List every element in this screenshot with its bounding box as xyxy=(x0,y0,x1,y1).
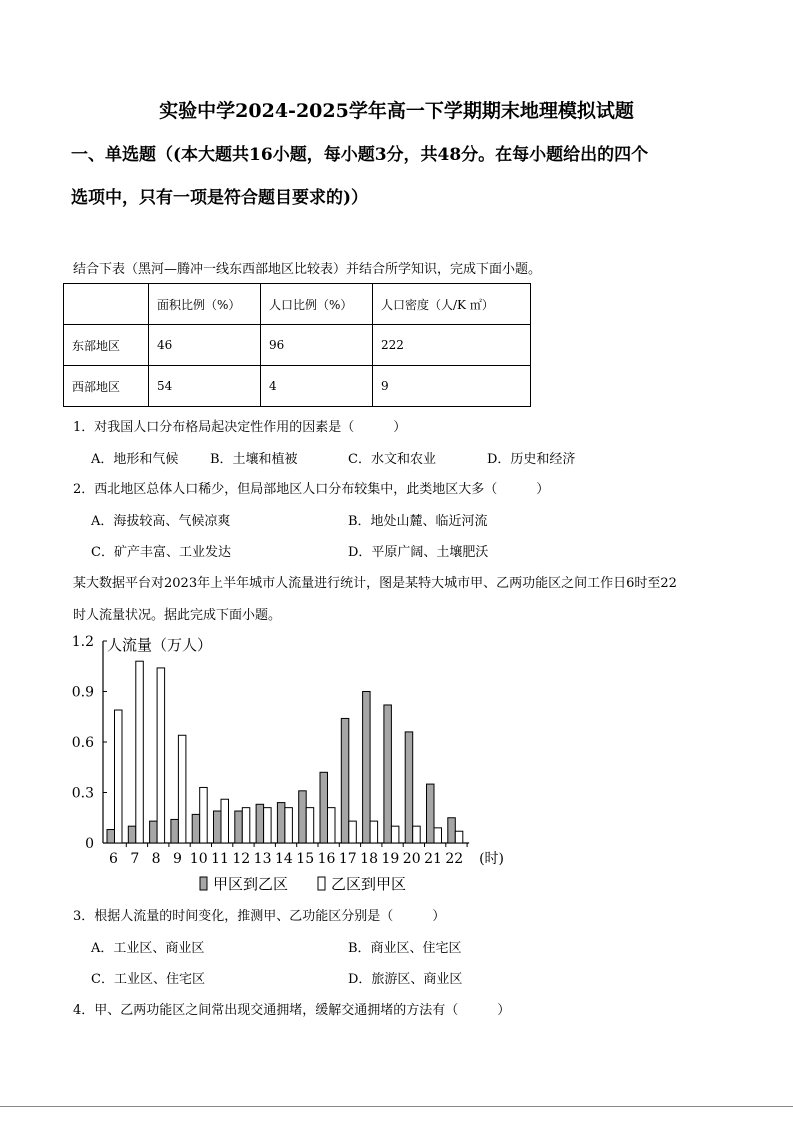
table-cell: 46 xyxy=(149,325,261,366)
q2-option-d: D．平原广阔、土壤肥沃 xyxy=(348,545,489,560)
table-cell: 西部地区 xyxy=(64,366,149,407)
exam-title: 实验中学2024-2025学年高一下学期期末地理模拟试题 xyxy=(159,100,634,122)
bar-yi-to-jia xyxy=(434,828,442,843)
page-bottom-divider xyxy=(0,1106,793,1107)
bar-jia-to-yi xyxy=(320,772,328,843)
table-header-cell: 人口比例（%） xyxy=(261,284,373,325)
question-3-stem: 3．根据人流量的时间变化，推测甲、乙功能区分别是（ ） xyxy=(73,909,446,924)
x-tick-label: 7 xyxy=(130,851,140,867)
legend-swatch-jia-to-yi xyxy=(200,877,207,890)
bar-yi-to-jia xyxy=(200,787,208,843)
bar-jia-to-yi xyxy=(150,821,158,843)
bar-yi-to-jia xyxy=(391,826,399,843)
pedestrian-flow-chart xyxy=(60,628,520,898)
bar-jia-to-yi xyxy=(171,819,179,843)
q2-option-b: B．地处山麓、临近河流 xyxy=(348,514,488,529)
bar-jia-to-yi xyxy=(256,804,264,843)
bar-jia-to-yi xyxy=(448,818,456,843)
table-header-cell: 面积比例（%） xyxy=(149,284,261,325)
table-cell: 东部地区 xyxy=(64,325,149,366)
q1-option-d: D．历史和经济 xyxy=(487,452,576,467)
question-4-stem: 4．甲、乙两功能区之间常出现交通拥堵，缓解交通拥堵的方法有（ ） xyxy=(73,1003,511,1018)
bar-yi-to-jia xyxy=(306,808,314,843)
table-header-cell: 人口密度（人/K ㎡） xyxy=(373,284,531,325)
legend-swatch-yi-to-jia xyxy=(318,877,325,890)
q3-option-b: B．商业区、住宅区 xyxy=(348,941,462,956)
intro-text-1: 结合下表（黑河—腾冲一线东西部地区比较表）并结合所学知识，完成下面小题。 xyxy=(73,262,542,277)
bar-yi-to-jia xyxy=(455,831,463,843)
bar-yi-to-jia xyxy=(221,799,229,843)
bar-yi-to-jia xyxy=(157,668,165,843)
x-axis-label: (时) xyxy=(479,851,505,867)
x-tick-label: 15 xyxy=(296,851,315,867)
x-tick-label: 12 xyxy=(232,851,251,867)
q3-option-c: C．工业区、住宅区 xyxy=(91,972,205,987)
bar-yi-to-jia xyxy=(328,808,336,843)
x-tick-label: 22 xyxy=(445,851,464,867)
bar-jia-to-yi xyxy=(214,811,222,843)
x-tick-label: 20 xyxy=(402,851,421,867)
bar-jia-to-yi xyxy=(128,826,136,843)
section-heading-line1: 一、单选题（(本大题共16小题，每小题3分，共48分。在每小题给出的四个 xyxy=(71,145,649,165)
q1-option-b: B．土壤和植被 xyxy=(210,452,298,467)
x-tick-label: 18 xyxy=(360,851,379,867)
legend-label-yi-to-jia: 乙区到甲区 xyxy=(331,875,407,893)
q3-option-d: D．旅游区、商业区 xyxy=(348,972,463,987)
bar-jia-to-yi xyxy=(384,705,392,843)
bar-yi-to-jia xyxy=(370,821,378,843)
comparison-table xyxy=(63,283,531,407)
bar-yi-to-jia xyxy=(242,808,250,843)
x-tick-label: 19 xyxy=(381,851,400,867)
y-tick-label: 1.2 xyxy=(71,634,94,650)
table-header-cell xyxy=(64,284,149,325)
bar-yi-to-jia xyxy=(349,821,357,843)
legend-label-jia-to-yi: 甲区到乙区 xyxy=(213,875,289,893)
x-tick-label: 8 xyxy=(151,851,161,867)
x-tick-label: 10 xyxy=(189,851,208,867)
x-tick-label: 21 xyxy=(424,851,442,867)
y-tick-label: 0.6 xyxy=(71,735,94,751)
question-2-stem: 2．西北地区总体人口稀少，但局部地区人口分布较集中，此类地区大多（ ） xyxy=(73,482,550,497)
bar-jia-to-yi xyxy=(299,791,307,843)
x-tick-label: 9 xyxy=(172,851,182,867)
x-tick-label: 16 xyxy=(317,851,336,867)
bar-jia-to-yi xyxy=(192,814,200,843)
table-row xyxy=(64,366,531,407)
table-row xyxy=(64,325,531,366)
bar-jia-to-yi xyxy=(427,784,435,843)
bar-jia-to-yi xyxy=(341,718,349,843)
bar-jia-to-yi xyxy=(277,803,285,843)
q2-option-a: A．海拔较高、气候凉爽 xyxy=(91,514,231,529)
y-tick-label: 0.9 xyxy=(71,684,94,701)
table-cell: 4 xyxy=(261,366,373,407)
bar-yi-to-jia xyxy=(178,735,186,843)
bar-jia-to-yi xyxy=(107,830,115,843)
table-cell: 54 xyxy=(149,366,261,407)
bar-yi-to-jia xyxy=(136,661,144,843)
x-tick-label: 11 xyxy=(211,851,229,867)
y-axis-label: 人流量（万人） xyxy=(107,636,213,654)
q2-option-c: C．矿产丰富、工业发达 xyxy=(91,545,231,560)
x-tick-label: 14 xyxy=(274,851,293,867)
bar-jia-to-yi xyxy=(363,692,371,844)
bar-yi-to-jia xyxy=(285,808,293,843)
x-tick-label: 13 xyxy=(253,851,272,867)
bar-yi-to-jia xyxy=(264,808,272,843)
x-tick-label: 17 xyxy=(338,851,357,867)
q1-option-c: C．水文和农业 xyxy=(348,452,436,467)
bar-jia-to-yi xyxy=(235,811,243,843)
q1-option-a: A．地形和气候 xyxy=(91,452,179,467)
table-cell: 9 xyxy=(373,366,531,407)
x-tick-label: 6 xyxy=(109,851,118,867)
section-heading-line2: 选项中，只有一项是符合题目要求的)） xyxy=(71,188,369,208)
table-header-row xyxy=(64,284,531,325)
q3-option-a: A．工业区、商业区 xyxy=(91,941,205,956)
table-cell: 96 xyxy=(261,325,373,366)
bar-yi-to-jia xyxy=(413,826,421,843)
table-cell: 222 xyxy=(373,325,531,366)
y-tick-label: 0.3 xyxy=(71,785,94,802)
question-1-stem: 1．对我国人口分布格局起决定性作用的因素是（ ） xyxy=(73,420,407,435)
bar-yi-to-jia xyxy=(115,710,123,843)
bar-jia-to-yi xyxy=(405,732,413,843)
y-tick-label: 0 xyxy=(85,836,94,852)
intro-text-2-line2: 时人流量状况。据此完成下面小题。 xyxy=(73,608,282,623)
intro-text-2-line1: 某大数据平台对2023年上半年城市人流量进行统计，图是某特大城市甲、乙两功能区之间工作日6时至22 xyxy=(73,576,677,591)
